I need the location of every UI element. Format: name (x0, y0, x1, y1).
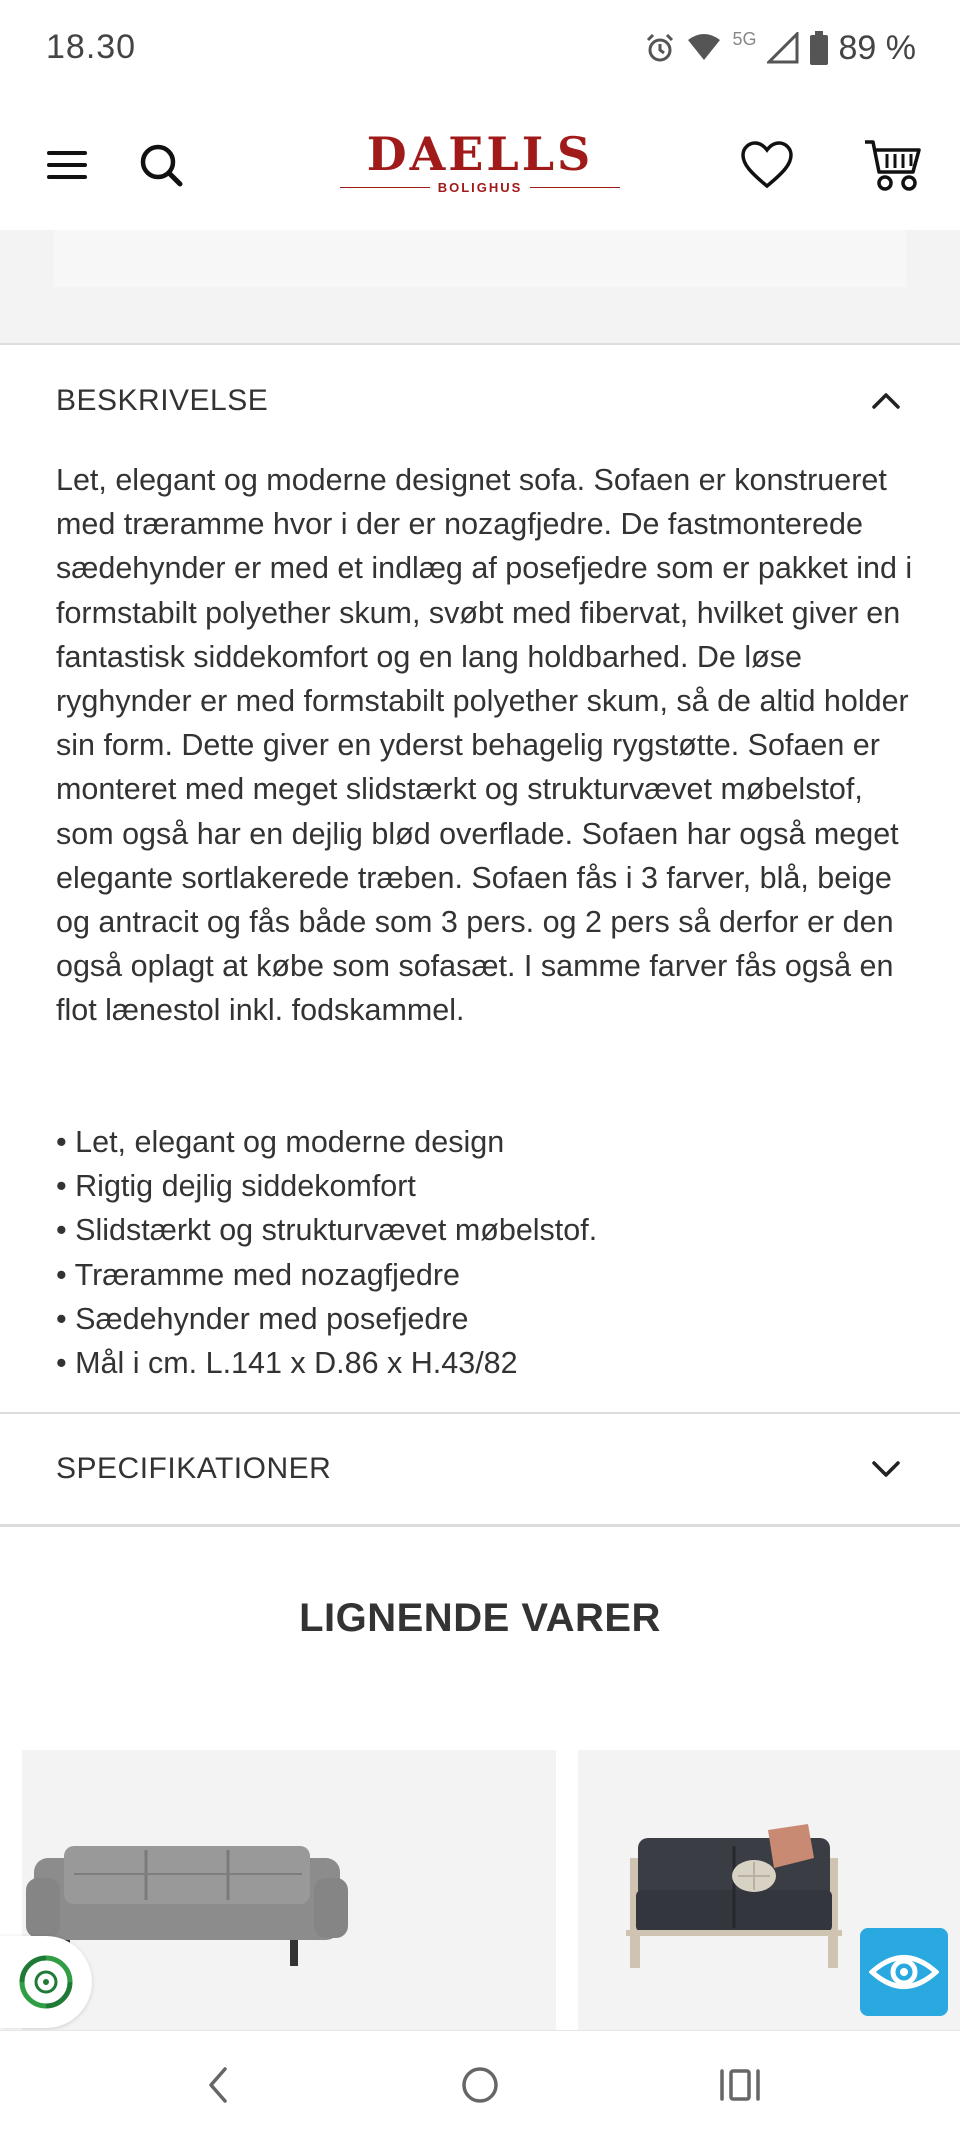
home-icon[interactable] (450, 2055, 510, 2115)
brand-logo[interactable] (340, 127, 620, 202)
product-card[interactable] (22, 1750, 556, 2030)
recycle-badge-icon[interactable] (0, 1936, 92, 2028)
network-label: 5G (732, 28, 757, 49)
back-icon[interactable] (188, 2055, 248, 2115)
logo-subtext: BOLIGHUS (437, 180, 523, 195)
specifications-header[interactable] (0, 1414, 960, 1524)
status-time: 18.30 (46, 28, 137, 66)
heart-icon[interactable] (734, 132, 800, 198)
battery-icon (809, 31, 829, 65)
product-image (22, 1750, 556, 2030)
chevron-down-icon[interactable] (868, 1451, 904, 1487)
feature-list (56, 1120, 916, 1385)
wifi-icon (686, 32, 722, 64)
chevron-up-icon[interactable] (868, 383, 904, 419)
description-header[interactable] (0, 345, 960, 457)
feature-item: • Rigtig dejlig siddekomfort (56, 1169, 416, 1204)
status-icons (644, 26, 916, 70)
similar-products-title: LIGNENDE VARER (299, 1596, 661, 1640)
cart-icon[interactable] (860, 132, 926, 198)
logo-text: DAELLS (366, 127, 594, 181)
signal-icon (767, 32, 799, 64)
menu-icon[interactable] (34, 132, 100, 198)
search-icon[interactable] (128, 132, 194, 198)
feature-item: • Træramme med nozagfjedre (56, 1257, 460, 1292)
site-header (0, 100, 960, 230)
feature-item: • Let, elegant og moderne design (56, 1125, 505, 1159)
divider (0, 1524, 960, 1527)
status-bar (0, 0, 960, 100)
previous-section-card (54, 230, 906, 287)
alarm-icon (644, 32, 676, 64)
battery-level: 89 % (838, 28, 916, 67)
description-text: Let, elegant og moderne designet sofa. Sofaen er konstrueret med træramme hvor i der er nozagfjedre. De fastmonterede sædehynder er med et indlæg af posefjedre som er pakket ind i formstabilt polyether skum, svøbt med fibervat, hvilket giver en fantastisk siddekomfort og en lang holdbarhed. De løse ryghynder er med formstabilt polyether skum, så de altid holder sin form. Dette giver en yderst behagelig rygstøtte. Sofaen er monteret med meget slidstærkt og strukturvævet møbelstof, som også har en dejlig blød overflade. Sofaen har også meget elegante sortlakerede træben. Sofaen fås i 3 farver, blå, beige og antracit og fås både som 3 pers. og 2 pers så derfor er den også oplagt at købe som sofasæt. I samme farver fås også en flot lænestol inkl. fodskammel. (56, 463, 913, 1028)
eye-icon[interactable] (860, 1928, 948, 2016)
feature-item: • Mål i cm. L.141 x D.86 x H.43/82 (56, 1346, 518, 1381)
description-title: BESKRIVELSE (56, 384, 269, 417)
recents-icon[interactable] (710, 2055, 770, 2115)
specifications-title: SPECIFIKATIONER (56, 1452, 332, 1485)
feature-item: • Sædehynder med posefjedre (56, 1301, 469, 1336)
system-nav-bar (0, 2030, 960, 2134)
previous-section-band (0, 230, 960, 345)
feature-item: • Slidstærkt og strukturvævet møbelstof. (56, 1213, 598, 1248)
